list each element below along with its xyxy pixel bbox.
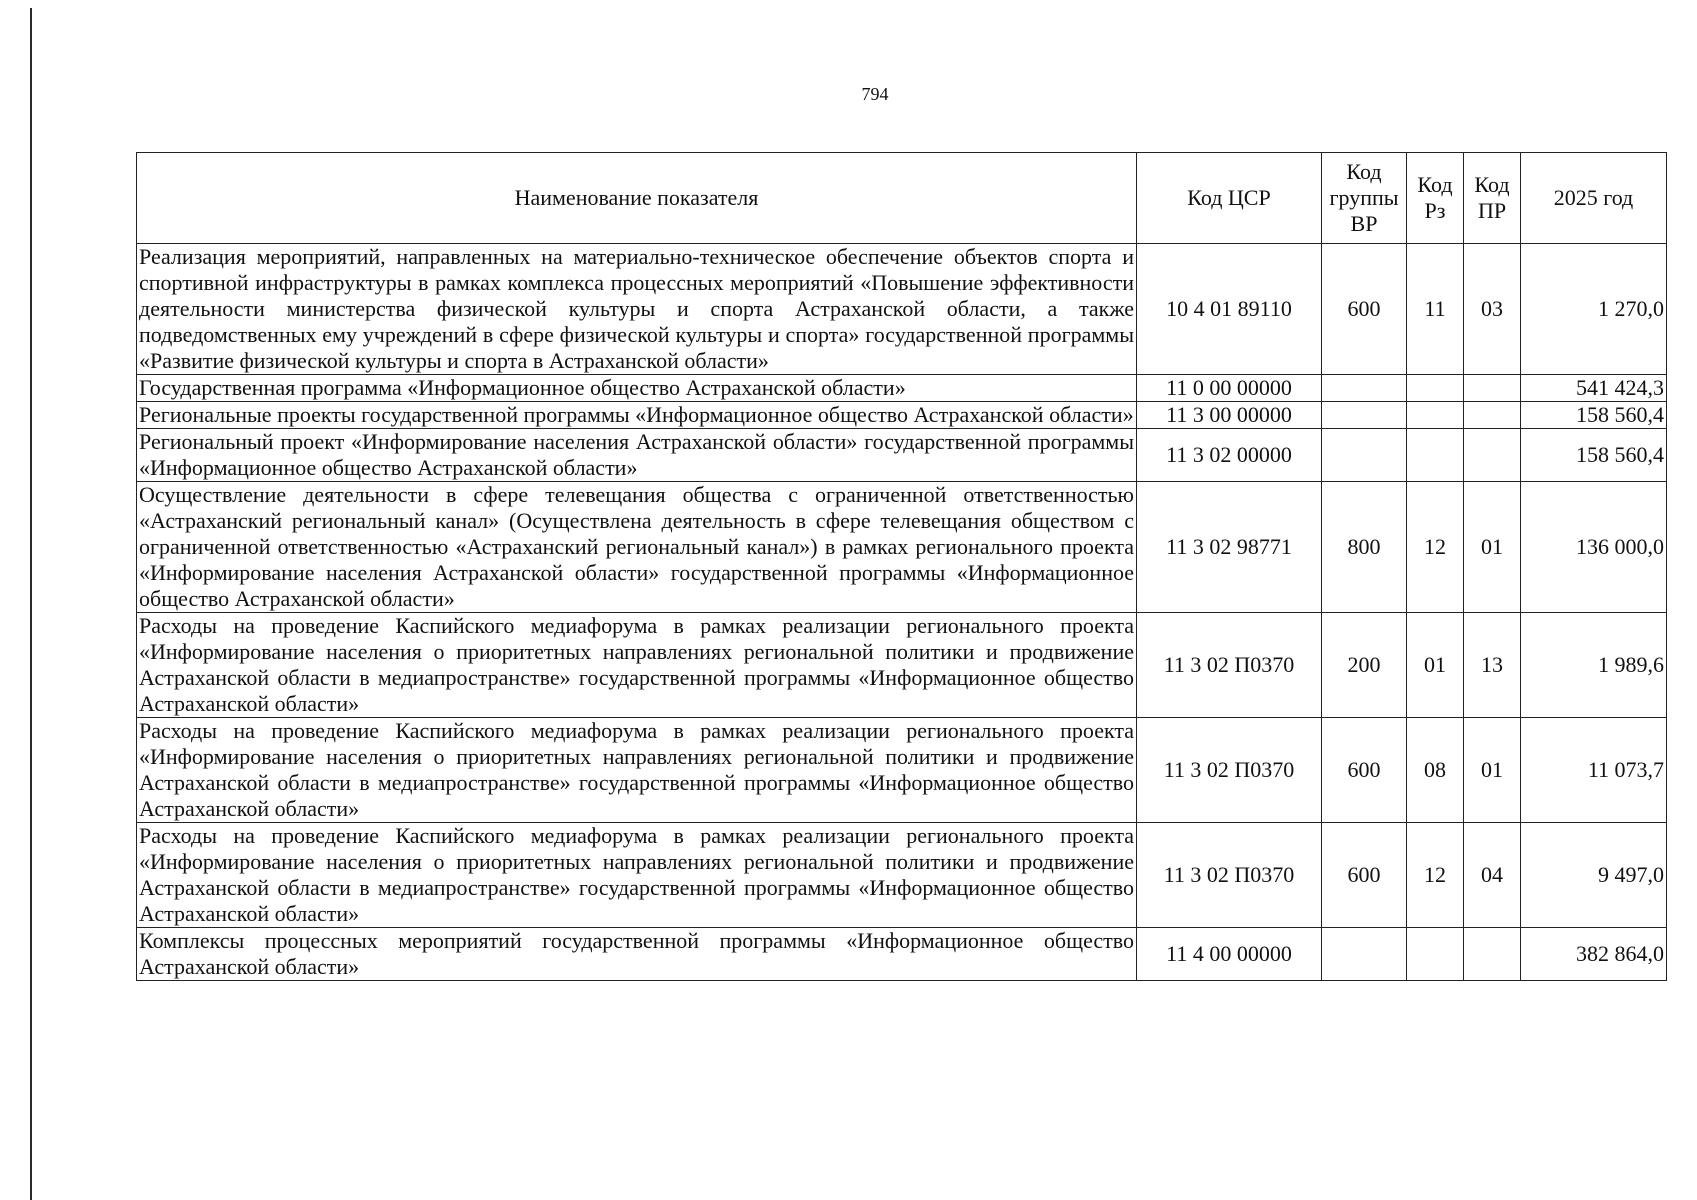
header-name: Наименование показателя xyxy=(137,153,1137,244)
row-sum: 382 864,0 xyxy=(1521,928,1667,981)
row-csr: 11 3 02 П0370 xyxy=(1137,718,1322,823)
row-rz: 01 xyxy=(1407,613,1464,718)
row-pr: 03 xyxy=(1464,244,1521,375)
header-csr: Код ЦСР xyxy=(1137,153,1322,244)
table-row xyxy=(137,429,1667,482)
row-sum: 11 073,7 xyxy=(1521,718,1667,823)
row-rz: 12 xyxy=(1407,482,1464,613)
row-name: Региональные проекты государственной программы «Информационное общество Астраханской области» xyxy=(137,402,1137,429)
row-pr xyxy=(1464,375,1521,402)
row-vr: 200 xyxy=(1322,613,1407,718)
row-sum: 136 000,0 xyxy=(1521,482,1667,613)
row-name: Осуществление деятельности в сфере телевещания общества с ограниченной ответственностью «Астраханский региональный канал» (Осуществлена деятельность в сфере телевещания обществом с ограниченной ответственностью «Астраханский региональный канал») в рамках регионального проекта «Информирование населения Астраханской области» государственной программы «Информационное общество Астраханской области» xyxy=(137,482,1137,613)
row-vr: 600 xyxy=(1322,823,1407,928)
row-csr: 11 3 02 П0370 xyxy=(1137,613,1322,718)
row-pr: 04 xyxy=(1464,823,1521,928)
table-row xyxy=(137,718,1667,823)
row-rz xyxy=(1407,375,1464,402)
row-pr xyxy=(1464,402,1521,429)
row-rz xyxy=(1407,402,1464,429)
table-row xyxy=(137,402,1667,429)
budget-table xyxy=(136,152,1667,981)
row-vr: 800 xyxy=(1322,482,1407,613)
row-csr: 10 4 01 89110 xyxy=(1137,244,1322,375)
table-row xyxy=(137,482,1667,613)
header-vr: Код группы ВР xyxy=(1322,153,1407,244)
header-rz: Код Рз xyxy=(1407,153,1464,244)
row-pr: 01 xyxy=(1464,482,1521,613)
row-pr xyxy=(1464,429,1521,482)
row-csr: 11 4 00 00000 xyxy=(1137,928,1322,981)
header-row xyxy=(137,153,1667,244)
row-vr xyxy=(1322,375,1407,402)
row-rz: 08 xyxy=(1407,718,1464,823)
table-row xyxy=(137,244,1667,375)
table-row xyxy=(137,375,1667,402)
row-sum: 1 989,6 xyxy=(1521,613,1667,718)
row-vr: 600 xyxy=(1322,718,1407,823)
table-header xyxy=(137,153,1667,244)
header-pr: Код ПР xyxy=(1464,153,1521,244)
row-name: Расходы на проведение Каспийского медиафорума в рамках реализации регионального проекта «Информирование населения о приоритетных направлениях региональной политики и продвижение Астраханской области в медиапространстве» государственной программы «Информационное общество Астраханской области» xyxy=(137,823,1137,928)
row-name: Реализация мероприятий, направленных на материально-техническое обеспечение объектов спорта и спортивной инфраструктуры в рамках комплекса процессных мероприятий «Повышение эффективности деятельности министерства физической культуры и спорта Астраханской области, а также подведомственных ему учреждений в сфере физической культуры и спорта» государственной программы «Развитие физической культуры и спорта в Астраханской области» xyxy=(137,244,1137,375)
scan-edge-line xyxy=(30,8,32,1200)
table-body xyxy=(137,244,1667,981)
row-csr: 11 3 02 98771 xyxy=(1137,482,1322,613)
row-pr: 13 xyxy=(1464,613,1521,718)
row-vr xyxy=(1322,928,1407,981)
row-rz: 11 xyxy=(1407,244,1464,375)
row-csr: 11 3 02 П0370 xyxy=(1137,823,1322,928)
row-vr xyxy=(1322,429,1407,482)
row-sum: 541 424,3 xyxy=(1521,375,1667,402)
row-rz xyxy=(1407,429,1464,482)
row-sum: 158 560,4 xyxy=(1521,402,1667,429)
row-name: Расходы на проведение Каспийского медиафорума в рамках реализации регионального проекта «Информирование населения о приоритетных направлениях региональной политики и продвижение Астраханской области в медиапространстве» государственной программы «Информационное общество Астраханской области» xyxy=(137,613,1137,718)
row-name: Комплексы процессных мероприятий государственной программы «Информационное общество Астраханской области» xyxy=(137,928,1137,981)
row-pr xyxy=(1464,928,1521,981)
row-vr: 600 xyxy=(1322,244,1407,375)
page-number: 794 xyxy=(861,84,889,104)
row-pr: 01 xyxy=(1464,718,1521,823)
row-sum: 158 560,4 xyxy=(1521,429,1667,482)
row-rz: 12 xyxy=(1407,823,1464,928)
row-csr: 11 3 02 00000 xyxy=(1137,429,1322,482)
row-name: Региональный проект «Информирование населения Астраханской области» государственной программы «Информационное общество Астраханской области» xyxy=(137,429,1137,482)
row-name: Расходы на проведение Каспийского медиафорума в рамках реализации регионального проекта «Информирование населения о приоритетных направлениях региональной политики и продвижение Астраханской области в медиапространстве» государственной программы «Информационное общество Астраханской области» xyxy=(137,718,1137,823)
row-csr: 11 3 00 00000 xyxy=(1137,402,1322,429)
header-sum: 2025 год xyxy=(1521,153,1667,244)
table-row xyxy=(137,928,1667,981)
row-sum: 1 270,0 xyxy=(1521,244,1667,375)
row-sum: 9 497,0 xyxy=(1521,823,1667,928)
row-name: Государственная программа «Информационное общество Астраханской области» xyxy=(137,375,1137,402)
table-row xyxy=(137,613,1667,718)
table-row xyxy=(137,823,1667,928)
row-rz xyxy=(1407,928,1464,981)
row-vr xyxy=(1322,402,1407,429)
row-csr: 11 0 00 00000 xyxy=(1137,375,1322,402)
